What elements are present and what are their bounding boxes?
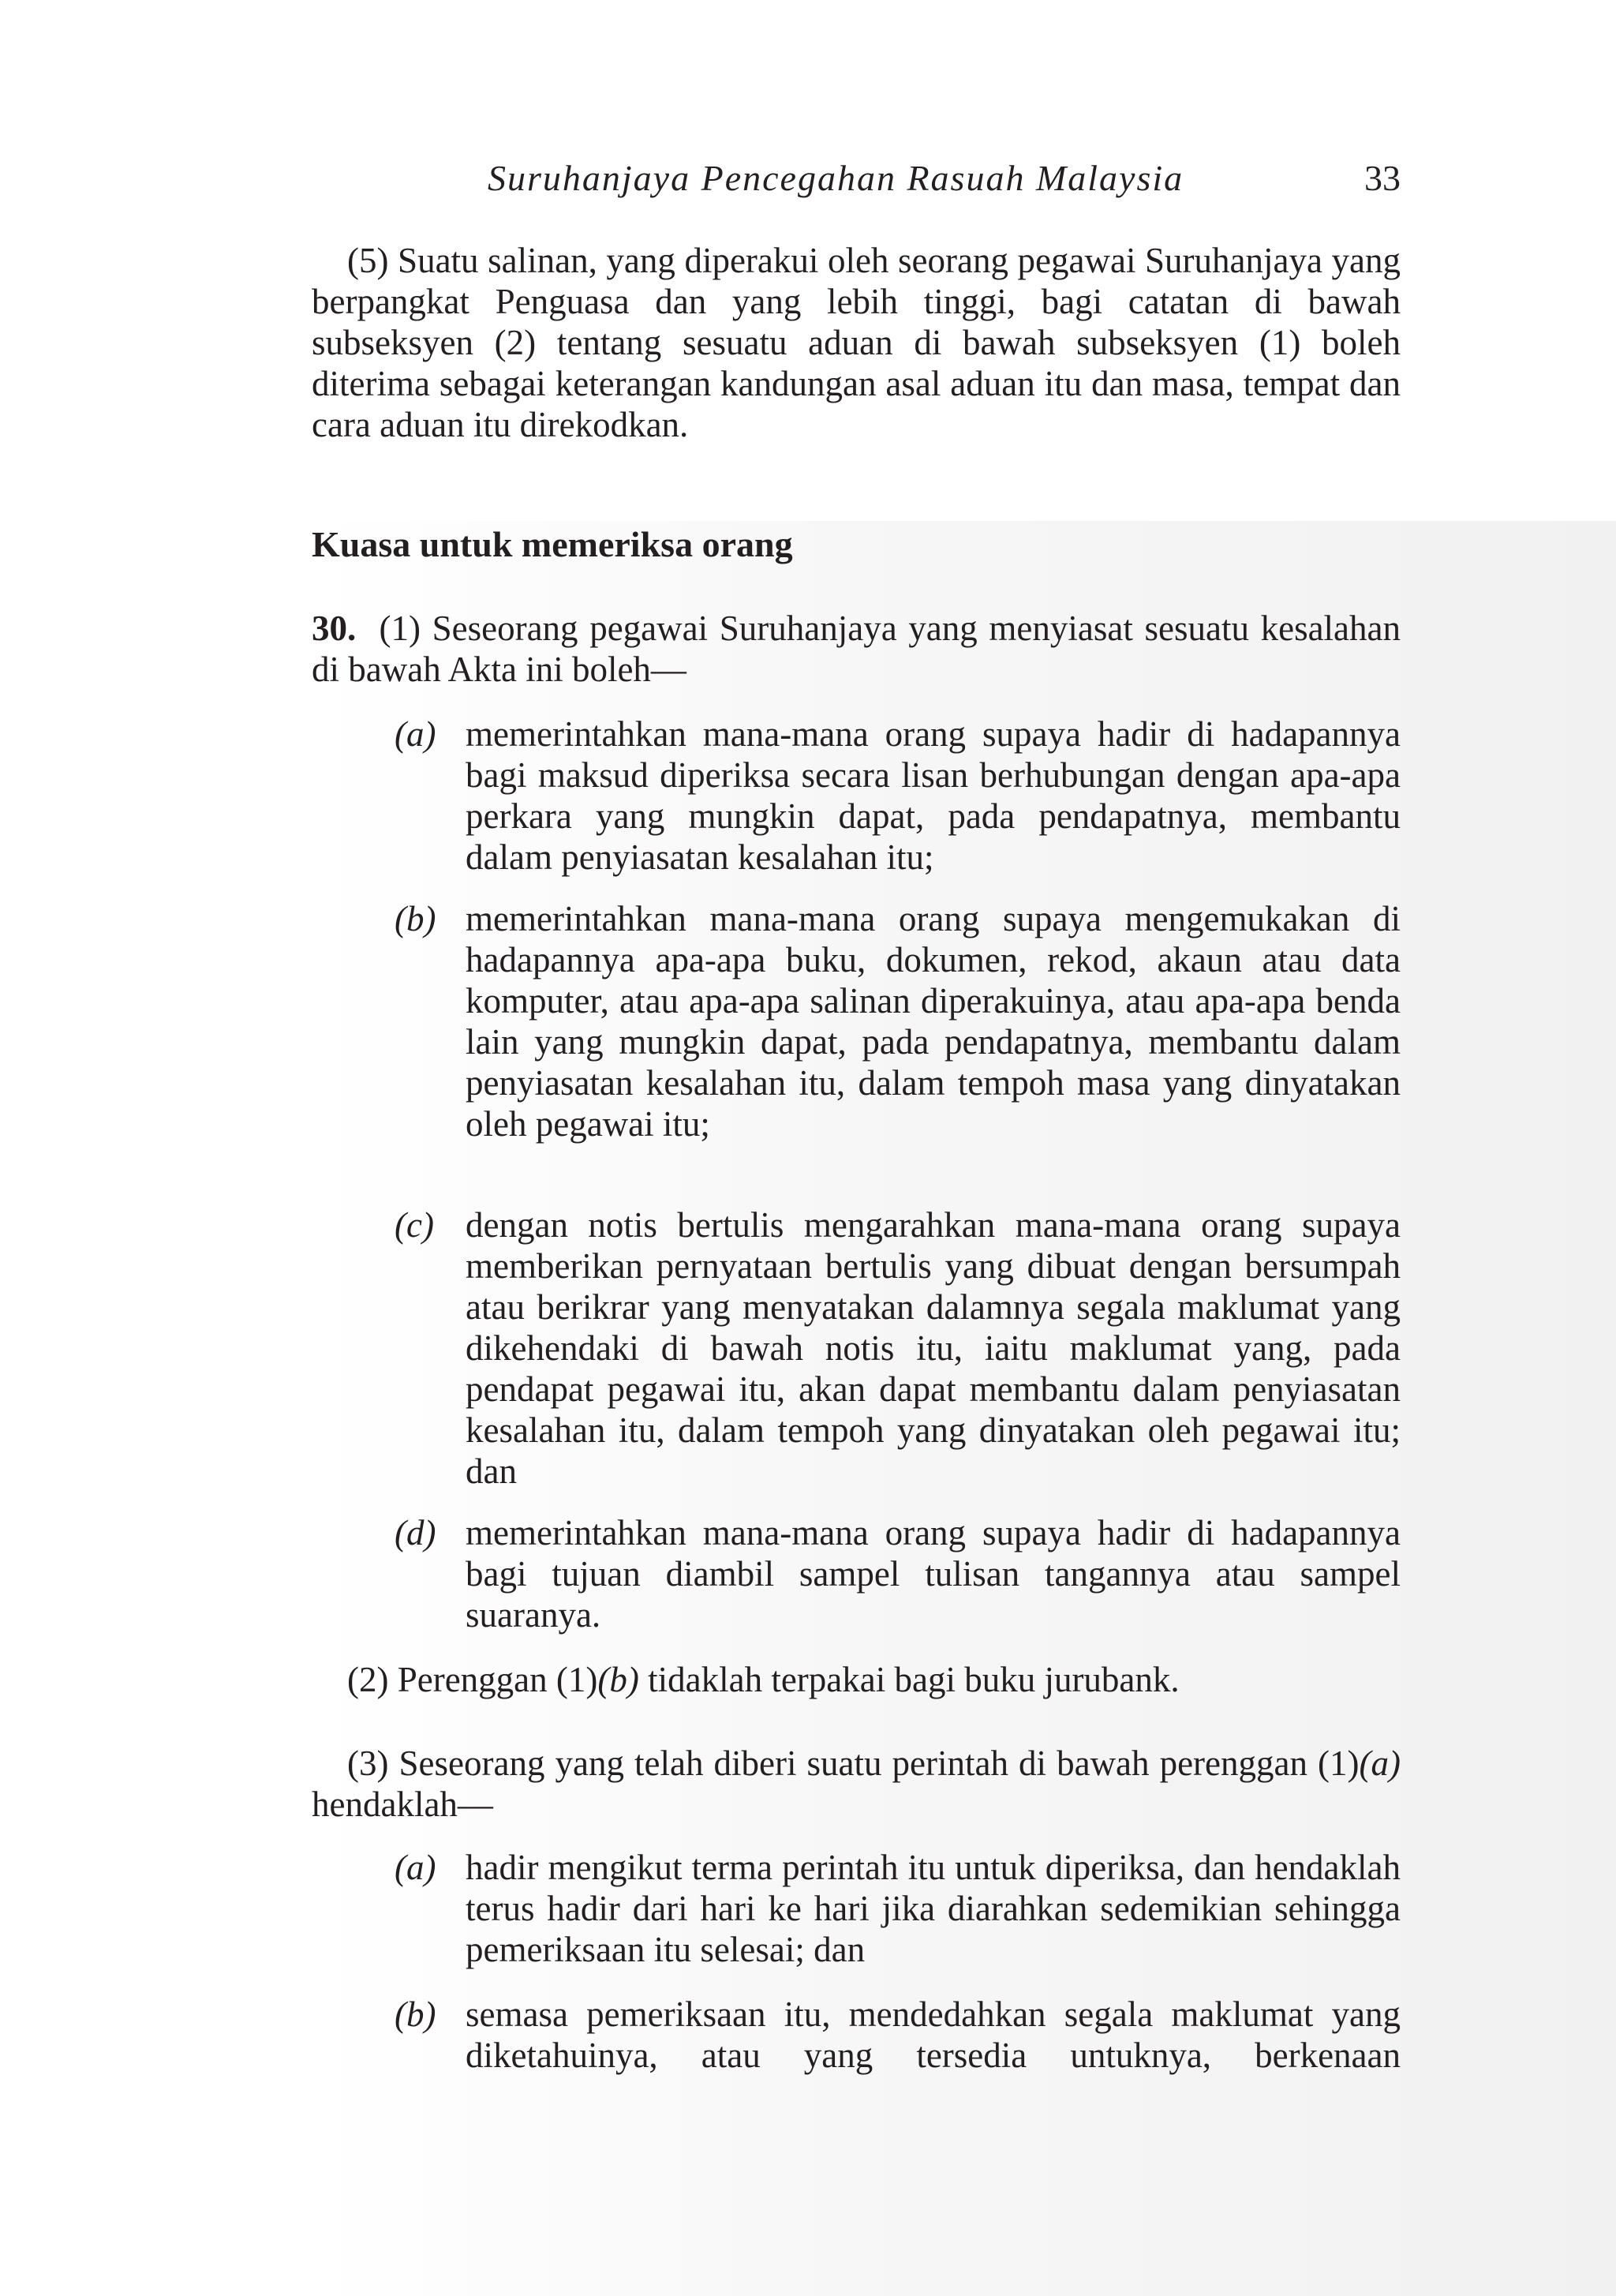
subsection-3-tail: hendaklah—: [312, 1785, 493, 1824]
subsection-2-text: [312, 1659, 1401, 1700]
item-label: (a): [395, 714, 436, 754]
subsection-3: [312, 1743, 1401, 1825]
section-30-intro: [312, 608, 1401, 690]
item-label: (b): [395, 899, 436, 938]
subsection-3-ref: (a): [1359, 1744, 1401, 1783]
running-header: [312, 158, 1401, 205]
item-text: memerintahkan mana-mana orang supaya hadir di hadapannya bagi tujuan diambil sampel tulisan tangannya atau sampel suaranya.: [466, 1513, 1401, 1635]
item-label: (d): [395, 1513, 436, 1553]
section-heading-block: [312, 524, 1401, 565]
subsection-2: [312, 1659, 1401, 1700]
section-number: 30.: [312, 609, 357, 648]
subsection-2-lead: (2) Perenggan (1): [347, 1660, 598, 1699]
item-text: memerintahkan mana-mana orang supaya hadir di hadapannya bagi maksud diperiksa secara lisan berhubungan dengan apa-apa perkara yang mungkin dapat, pada pendapatnya, membantu dalam penyiasatan kesalahan itu;: [466, 714, 1401, 877]
section-heading: Kuasa untuk memeriksa orang: [312, 524, 793, 564]
item-text: dengan notis bertulis mengarahkan mana-mana orang supaya memberikan pernyataan bertulis yang dibuat dengan bersumpah atau berikrar yang menyatakan dalamnya segala maklumat yang dikehendaki di bawah notis itu, iaitu maklumat yang, pada pendapat pegawai itu, akan dapat membantu dalam penyiasatan kesalahan itu, dalam tempoh yang dinyatakan oleh pegawai itu; dan: [466, 1205, 1401, 1491]
running-title: Suruhanjaya Pencegahan Rasuah Malaysia: [488, 158, 1184, 198]
subsection-3-text: [312, 1743, 1401, 1825]
item-text: hadir mengikut terma perintah itu untuk diperiksa, dan hendaklah terus hadir dari hari ke hari jika diarahkan sedemikian sehingga pemeriksaan itu selesai; dan: [466, 1848, 1401, 1969]
subsection-2-ref: (b): [597, 1660, 639, 1699]
item-text: memerintahkan mana-mana orang supaya mengemukakan di hadapannya apa-apa buku, dokumen, rekod, akaun atau data komputer, atau apa-apa salinan diperakuinya, atau apa-apa benda lain yang mungkin dapat, pada pendapatnya, membantu dalam penyiasatan kesalahan itu, dalam tempoh masa yang dinyatakan oleh pegawai itu;: [466, 899, 1401, 1144]
item-label: (b): [395, 1994, 436, 2034]
subsection-5: [312, 240, 1401, 445]
item-label: (a): [395, 1848, 436, 1887]
item-label: (c): [395, 1205, 434, 1245]
subsection-2-tail: tidaklah terpakai bagi buku jurubank.: [638, 1660, 1180, 1699]
section-30-intro-text: [312, 608, 1401, 690]
section-30-intro-body: (1) Seseorang pegawai Suruhanjaya yang menyiasat sesuatu kesalahan di bawah Akta ini boleh—: [312, 609, 1401, 689]
subsection-3-lead: (3) Seseorang yang telah diberi suatu perintah di bawah perenggan (1): [347, 1744, 1360, 1783]
subsection-5-text: (5) Suatu salinan, yang diperakui oleh seorang pegawai Suruhanjaya yang berpangkat Penguasa dan yang lebih tinggi, bagi catatan di bawah subseksyen (2) tentang sesuatu aduan di bawah subseksyen (1) boleh diterima sebagai keterangan kandungan asal aduan itu dan masa, tempat dan cara aduan itu direkodkan.: [312, 241, 1401, 444]
item-text: semasa pemeriksaan itu, mendedahkan segala maklumat yang diketahuinya, atau yang tersedia untuknya, berkenaan: [466, 1994, 1401, 2075]
page-number: 33: [1364, 158, 1401, 198]
